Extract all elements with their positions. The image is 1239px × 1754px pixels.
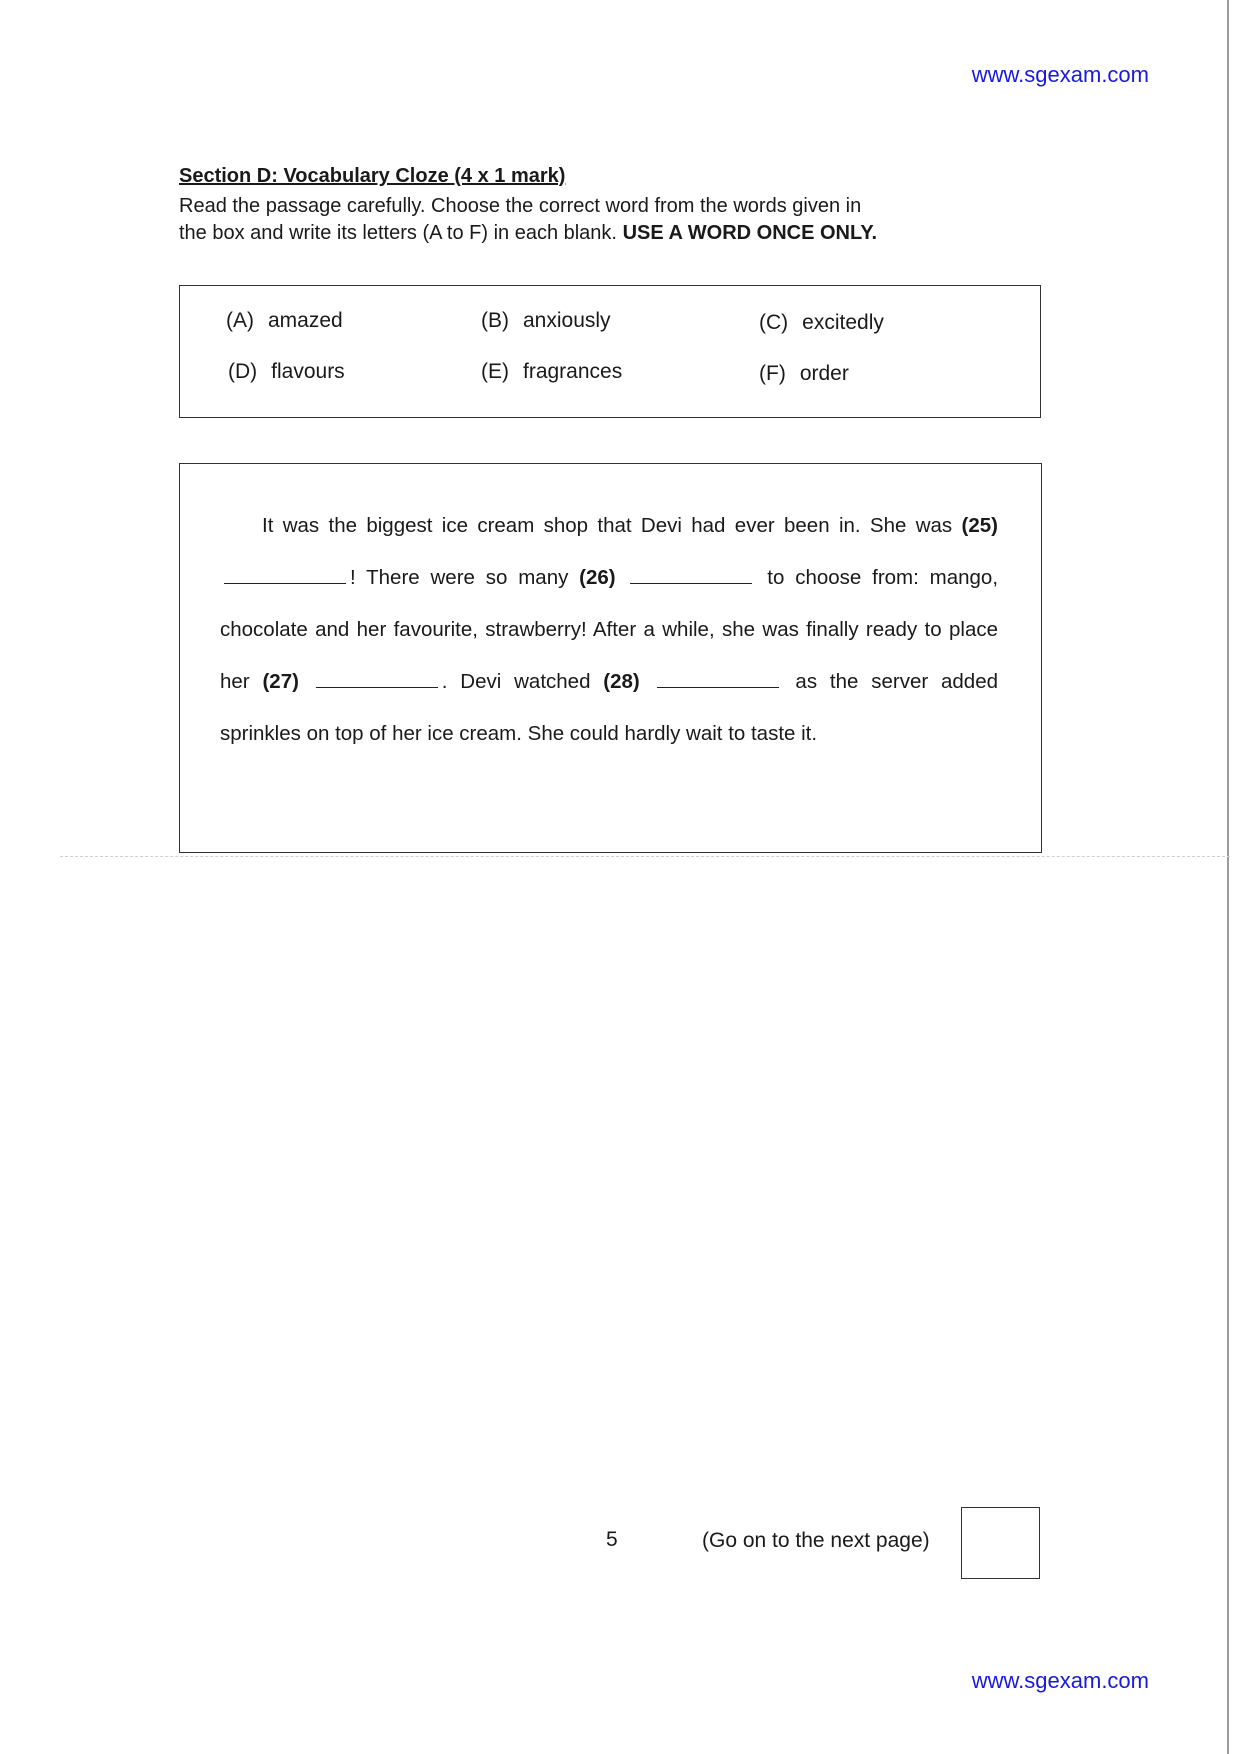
instructions-line-1: Read the passage carefully. Choose the correct word from the words given in [179,195,862,217]
word-option-d [228,360,345,384]
answer-blank-25[interactable] [224,567,346,584]
word-option-a [226,309,343,333]
word-option-word: amazed [268,309,343,332]
question-number-27: (27) [262,670,299,693]
question-number-28: (28) [603,670,640,693]
footer-site-link[interactable]: www.sgexam.com [971,1668,1149,1693]
question-number-26: (26) [579,566,616,589]
page-number: 5 [606,1528,618,1551]
word-option-word: flavours [271,360,345,383]
passage-sentence: as the server added sprinkles on top of her ice cream. She could hardly wait to taste it. [220,670,998,745]
passage-box [179,463,1042,853]
word-option-word: order [799,362,849,385]
passage-sentence: It was the biggest ice cream shop that Devi had ever been in. She was [262,514,953,537]
question-number-25: (25) [961,514,998,537]
instructions-emphasis: USE A WORD ONCE ONLY. [622,222,878,244]
passage-text [220,500,998,760]
word-option-letter: (A) [226,309,254,332]
word-option-letter: (B) [481,309,509,332]
passage-sentence: . Devi watched [441,670,591,693]
answer-blank-27[interactable] [316,671,438,688]
word-option-b [481,309,611,333]
word-option-letter: (C) [759,311,789,334]
word-bank-box [179,285,1041,418]
page-edge [1227,0,1229,1754]
marks-box [961,1507,1040,1579]
word-option-f [759,362,849,386]
word-option-letter: (F) [759,362,786,385]
header-site-link[interactable]: www.sgexam.com [971,62,1149,87]
word-option-word: fragrances [523,360,623,383]
word-option-e [481,360,622,384]
word-option-word: excitedly [802,311,884,334]
word-option-letter: (D) [228,360,258,383]
go-on-notice: (Go on to the next page) [702,1529,930,1552]
passage-sentence: to choose from: mango, chocolate and her favourite, strawberry! After a while, she was finally ready to place her [220,566,999,693]
word-option-word: anxiously [523,309,611,332]
passage-sentence: ! There were so many [350,566,569,589]
word-option-letter: (E) [481,360,509,383]
answer-blank-28[interactable] [657,671,779,688]
section-title: Section D: Vocabulary Cloze (4 x 1 mark) [179,165,566,187]
answer-blank-26[interactable] [630,567,752,584]
word-option-c [759,311,884,335]
instructions-line-2: the box and write its letters (A to F) in each blank. [179,222,617,244]
scan-artifact-line [60,856,1230,857]
instructions [179,193,999,247]
